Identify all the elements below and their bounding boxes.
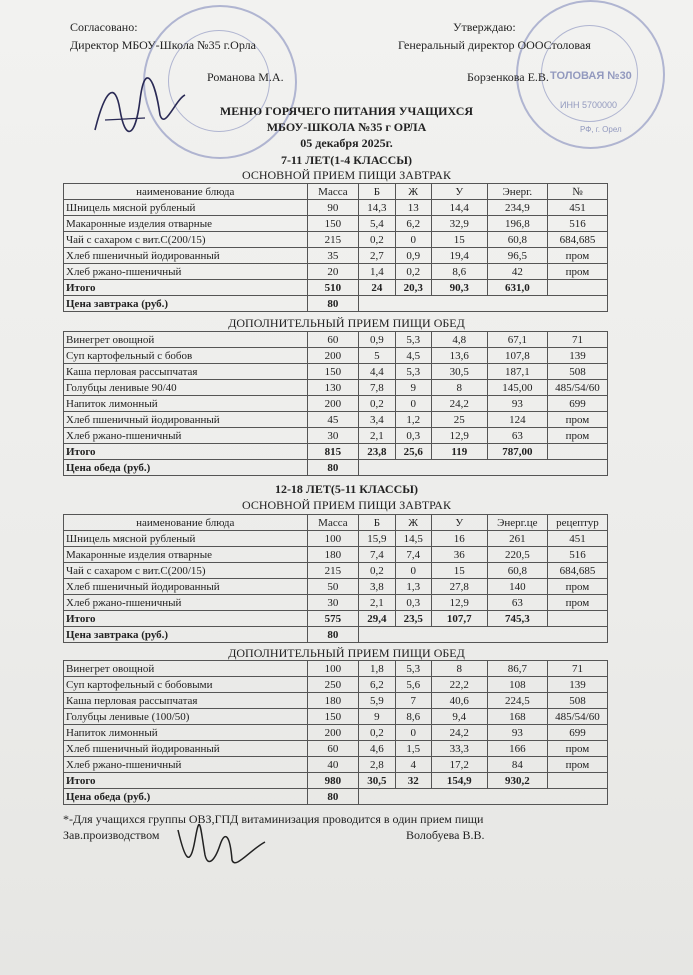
table-cell: 8,6 [431, 264, 487, 280]
table-cell: 684,685 [547, 563, 607, 579]
table-cell: пром [547, 264, 607, 280]
table-cell: 90,3 [431, 280, 487, 296]
column-header: Б [359, 184, 395, 200]
table-cell: 100 [307, 661, 359, 677]
table-row [64, 232, 608, 248]
table-cell: 2,8 [359, 757, 395, 773]
table-cell: Чай с сахаром с вит.С(200/15) [64, 232, 308, 248]
table-cell: 32 [395, 773, 431, 789]
table-cell: пром [547, 412, 607, 428]
table-cell: 5,9 [359, 693, 395, 709]
table-header-row [64, 515, 608, 531]
group1-breakfast-title: ОСНОВНОЙ ПРИЕМ ПИЩИ ЗАВТРАК [242, 168, 451, 182]
table-cell: 100 [307, 531, 359, 547]
table-cell: 22,2 [431, 677, 487, 693]
table-cell: 30,5 [359, 773, 395, 789]
table-cell: 60 [307, 332, 359, 348]
table-cell: 3,8 [359, 579, 395, 595]
approved-name: Борзенкова Е.В. [467, 70, 549, 84]
table-cell: 0 [395, 396, 431, 412]
table-row [64, 332, 608, 348]
table-cell: 5 [359, 348, 395, 364]
table-cell: Винегрет овощной [64, 332, 308, 348]
table-cell [547, 444, 607, 460]
table-cell: 71 [547, 332, 607, 348]
table-cell: Итого [64, 444, 308, 460]
table-cell: 0 [395, 232, 431, 248]
table-header-row [64, 184, 608, 200]
table-cell: 145,00 [487, 380, 547, 396]
table-cell: 0 [395, 725, 431, 741]
table-row [64, 595, 608, 611]
table-cell: 30 [307, 595, 359, 611]
table-cell: 14,3 [359, 200, 395, 216]
price-empty [359, 296, 608, 312]
table-cell: 23,5 [395, 611, 431, 627]
table-cell: 220,5 [487, 547, 547, 563]
table-cell: Голубцы ленивые (100/50) [64, 709, 308, 725]
table-cell: 980 [307, 773, 359, 789]
table-cell: Каша перловая рассыпчатая [64, 693, 308, 709]
table-cell: 139 [547, 677, 607, 693]
table-cell: 0,2 [359, 232, 395, 248]
table-cell: 150 [307, 709, 359, 725]
table-row [64, 709, 608, 725]
table-cell: 0,2 [359, 396, 395, 412]
price-row [64, 460, 608, 476]
table-cell: 180 [307, 693, 359, 709]
approved-label: Утверждаю: [453, 20, 516, 34]
table-cell: 15 [431, 232, 487, 248]
table-cell: 60,8 [487, 563, 547, 579]
table-cell: Суп картофельный с бобов [64, 348, 308, 364]
price-value: 80 [307, 460, 359, 476]
price-empty [359, 460, 608, 476]
table-cell: 4,4 [359, 364, 395, 380]
table-cell: пром [547, 757, 607, 773]
table-row [64, 364, 608, 380]
table-row [64, 547, 608, 563]
column-header: У [431, 515, 487, 531]
table-row [64, 264, 608, 280]
table-cell: 71 [547, 661, 607, 677]
table-cell: 180 [307, 547, 359, 563]
right-stamp-text-2: ИНН 5700000 [560, 100, 618, 110]
price-label: Цена обеда (руб.) [64, 789, 308, 805]
table-cell: 16 [431, 531, 487, 547]
table-cell: 575 [307, 611, 359, 627]
column-header: рецептур [547, 515, 607, 531]
table-cell: пром [547, 595, 607, 611]
table-cell: 150 [307, 364, 359, 380]
group1-age-title: 7-11 ЛЕТ(1-4 КЛАССЫ) [280, 153, 413, 167]
table-cell: 96,5 [487, 248, 547, 264]
table-row [64, 725, 608, 741]
agreed-position: Директор МБОУ-Школа №35 г.Орла [70, 38, 256, 52]
table-cell: 0,2 [359, 725, 395, 741]
column-header: Б [359, 515, 395, 531]
table-cell: 451 [547, 200, 607, 216]
table-row [64, 200, 608, 216]
table-cell: 25,6 [395, 444, 431, 460]
table-cell: Чай с сахаром с вит.С(200/15) [64, 563, 308, 579]
table-cell: 699 [547, 396, 607, 412]
right-stamp-text-1: ТОЛОВАЯ №30 [550, 70, 632, 82]
table-row [64, 693, 608, 709]
table-row [64, 661, 608, 677]
column-header: наименование блюда [64, 515, 308, 531]
table-cell: 150 [307, 216, 359, 232]
table-cell: 130 [307, 380, 359, 396]
table-cell: Хлеб пшеничный йодированный [64, 248, 308, 264]
price-value: 80 [307, 789, 359, 805]
price-empty [359, 627, 608, 643]
table-cell [547, 611, 607, 627]
table-cell: 6,2 [359, 677, 395, 693]
table-cell: Напиток лимонный [64, 725, 308, 741]
table-cell: 107,7 [431, 611, 487, 627]
table-cell: Суп картофельный с бобовыми [64, 677, 308, 693]
table-row [64, 563, 608, 579]
total-row [64, 444, 608, 460]
column-header: Масса [307, 515, 359, 531]
group1-lunch-table [63, 331, 608, 476]
table-cell: 15,9 [359, 531, 395, 547]
table-cell: 50 [307, 579, 359, 595]
table-cell: 124 [487, 412, 547, 428]
table-cell: 7,4 [359, 547, 395, 563]
table-cell: 24,2 [431, 725, 487, 741]
table-cell: 4,5 [395, 348, 431, 364]
table-cell: 42 [487, 264, 547, 280]
table-cell: 119 [431, 444, 487, 460]
producer-name: Волобуева В.В. [406, 828, 485, 842]
table-cell: 32,9 [431, 216, 487, 232]
table-row [64, 216, 608, 232]
table-cell: пром [547, 248, 607, 264]
table-cell: 516 [547, 547, 607, 563]
table-cell: 200 [307, 725, 359, 741]
table-cell: 12,9 [431, 595, 487, 611]
table-row [64, 380, 608, 396]
table-cell: 17,2 [431, 757, 487, 773]
approved-position: Генеральный директор ОООСтоловая [398, 38, 591, 52]
table-cell: пром [547, 428, 607, 444]
table-cell: 5,3 [395, 332, 431, 348]
table-cell: Итого [64, 773, 308, 789]
table-cell: 8 [431, 380, 487, 396]
table-cell: 5,3 [395, 364, 431, 380]
table-cell: 4 [395, 757, 431, 773]
table-cell: 0,9 [395, 248, 431, 264]
table-cell: 93 [487, 725, 547, 741]
table-cell: Шницель мясной рубленый [64, 200, 308, 216]
table-cell [547, 773, 607, 789]
table-cell: 2,7 [359, 248, 395, 264]
table-cell: Шницель мясной рубленый [64, 531, 308, 547]
table-cell: 63 [487, 428, 547, 444]
table-cell: 14,5 [395, 531, 431, 547]
table-cell: 200 [307, 396, 359, 412]
footer-note: *-Для учащихся группы ОВЗ,ГПД витаминизация проводится в один прием пищи [63, 812, 484, 826]
table-cell: 93 [487, 396, 547, 412]
table-row [64, 348, 608, 364]
table-cell: 14,4 [431, 200, 487, 216]
table-cell: 224,5 [487, 693, 547, 709]
table-row [64, 396, 608, 412]
column-header: № [547, 184, 607, 200]
table-cell: 5,4 [359, 216, 395, 232]
table-cell [547, 280, 607, 296]
table-cell: 23,8 [359, 444, 395, 460]
table-cell: Хлеб пшеничный йодированный [64, 412, 308, 428]
table-cell: 451 [547, 531, 607, 547]
table-cell: 107,8 [487, 348, 547, 364]
table-cell: 0,3 [395, 428, 431, 444]
total-row [64, 773, 608, 789]
table-cell: 25 [431, 412, 487, 428]
table-cell: 168 [487, 709, 547, 725]
agreed-name: Романова М.А. [207, 70, 284, 84]
group2-lunch-title: ДОПОЛНИТЕЛЬНЫЙ ПРИЕМ ПИЩИ ОБЕД [228, 646, 465, 660]
table-cell: 1,4 [359, 264, 395, 280]
table-cell: 4,6 [359, 741, 395, 757]
table-cell: 13 [395, 200, 431, 216]
table-cell: 60,8 [487, 232, 547, 248]
table-cell: 699 [547, 725, 607, 741]
table-cell: 234,9 [487, 200, 547, 216]
table-cell: Хлеб ржано-пшеничный [64, 428, 308, 444]
table-cell: 215 [307, 563, 359, 579]
table-cell: 19,4 [431, 248, 487, 264]
table-cell: 40,6 [431, 693, 487, 709]
menu-date: 05 декабря 2025г. [300, 136, 393, 150]
table-cell: 7 [395, 693, 431, 709]
table-cell: 510 [307, 280, 359, 296]
table-cell: 930,2 [487, 773, 547, 789]
price-row [64, 296, 608, 312]
table-cell: 90 [307, 200, 359, 216]
table-cell: 0 [395, 563, 431, 579]
producer-label: Зав.производством [63, 828, 160, 842]
table-cell: 20,3 [395, 280, 431, 296]
table-cell: 261 [487, 531, 547, 547]
column-header: Энерг. [487, 184, 547, 200]
table-cell: Макаронные изделия отварные [64, 216, 308, 232]
table-cell: 30,5 [431, 364, 487, 380]
table-cell: 631,0 [487, 280, 547, 296]
table-cell: 63 [487, 595, 547, 611]
table-cell: 187,1 [487, 364, 547, 380]
table-cell: Макаронные изделия отварные [64, 547, 308, 563]
table-row [64, 428, 608, 444]
column-header: Масса [307, 184, 359, 200]
total-row [64, 611, 608, 627]
table-cell: Итого [64, 280, 308, 296]
group1-breakfast-table [63, 183, 608, 312]
table-cell: 166 [487, 741, 547, 757]
table-cell: Голубцы ленивые 90/40 [64, 380, 308, 396]
group2-breakfast-table [63, 514, 608, 643]
table-cell: 67,1 [487, 332, 547, 348]
right-stamp-text-3: РФ, г. Орел [580, 125, 622, 134]
column-header: Энерг.це [487, 515, 547, 531]
table-row [64, 677, 608, 693]
table-row [64, 531, 608, 547]
table-cell: 200 [307, 348, 359, 364]
table-cell: Хлеб ржано-пшеничный [64, 757, 308, 773]
price-row [64, 789, 608, 805]
table-cell: 4,8 [431, 332, 487, 348]
table-cell: 684,685 [547, 232, 607, 248]
agreed-label: Согласовано: [70, 20, 138, 34]
total-row [64, 280, 608, 296]
group2-lunch-table [63, 660, 608, 805]
price-label: Цена обеда (руб.) [64, 460, 308, 476]
table-cell: 7,8 [359, 380, 395, 396]
table-cell: 6,2 [395, 216, 431, 232]
group1-lunch-title: ДОПОЛНИТЕЛЬНЫЙ ПРИЕМ ПИЩИ ОБЕД [228, 316, 465, 330]
table-cell: пром [547, 579, 607, 595]
price-value: 80 [307, 627, 359, 643]
table-cell: 2,1 [359, 428, 395, 444]
table-cell: 1,5 [395, 741, 431, 757]
table-cell: 485/54/60 [547, 380, 607, 396]
column-header: Ж [395, 184, 431, 200]
table-cell: 485/54/60 [547, 709, 607, 725]
table-cell: 9 [395, 380, 431, 396]
table-cell: Хлеб ржано-пшеничный [64, 264, 308, 280]
column-header: Ж [395, 515, 431, 531]
table-cell: 516 [547, 216, 607, 232]
table-cell: 5,6 [395, 677, 431, 693]
table-cell: 0,3 [395, 595, 431, 611]
column-header: У [431, 184, 487, 200]
table-cell: 1,2 [395, 412, 431, 428]
table-cell: 36 [431, 547, 487, 563]
table-row [64, 412, 608, 428]
table-cell: 745,3 [487, 611, 547, 627]
table-cell: 29,4 [359, 611, 395, 627]
table-cell: 1,8 [359, 661, 395, 677]
table-cell: 35 [307, 248, 359, 264]
table-cell: 0,2 [359, 563, 395, 579]
table-cell: 12,9 [431, 428, 487, 444]
table-cell: 108 [487, 677, 547, 693]
table-cell: Хлеб ржано-пшеничный [64, 595, 308, 611]
table-cell: 9,4 [431, 709, 487, 725]
table-row [64, 579, 608, 595]
table-cell: 15 [431, 563, 487, 579]
table-cell: 9 [359, 709, 395, 725]
table-cell: 508 [547, 364, 607, 380]
table-cell: Винегрет овощной [64, 661, 308, 677]
table-cell: 13,6 [431, 348, 487, 364]
table-cell: 7,4 [395, 547, 431, 563]
table-cell: Хлеб пшеничный йодированный [64, 579, 308, 595]
table-cell: 60 [307, 741, 359, 757]
table-cell: 215 [307, 232, 359, 248]
table-cell: 20 [307, 264, 359, 280]
table-cell: 8,6 [395, 709, 431, 725]
table-cell: 5,3 [395, 661, 431, 677]
table-cell: 30 [307, 428, 359, 444]
group2-age-title: 12-18 ЛЕТ(5-11 КЛАССЫ) [274, 482, 419, 496]
table-cell: 250 [307, 677, 359, 693]
table-cell: 8 [431, 661, 487, 677]
table-cell: 0,2 [395, 264, 431, 280]
table-cell: 1,3 [395, 579, 431, 595]
table-cell: 140 [487, 579, 547, 595]
price-value: 80 [307, 296, 359, 312]
table-cell: 787,00 [487, 444, 547, 460]
table-cell: 33,3 [431, 741, 487, 757]
table-cell: 139 [547, 348, 607, 364]
table-cell: Напиток лимонный [64, 396, 308, 412]
producer-signature-icon [170, 820, 270, 875]
table-cell: 27,8 [431, 579, 487, 595]
table-cell: 508 [547, 693, 607, 709]
table-cell: 0,9 [359, 332, 395, 348]
table-cell: 3,4 [359, 412, 395, 428]
table-cell: 24,2 [431, 396, 487, 412]
column-header: наименование блюда [64, 184, 308, 200]
table-cell: 154,9 [431, 773, 487, 789]
price-label: Цена завтрака (руб.) [64, 296, 308, 312]
school-title: МБОУ-ШКОЛА №35 г ОРЛА [266, 120, 427, 134]
price-row [64, 627, 608, 643]
document-title: МЕНЮ ГОРЯЧЕГО ПИТАНИЯ УЧАЩИХСЯ [219, 104, 474, 118]
price-empty [359, 789, 608, 805]
table-cell: 196,8 [487, 216, 547, 232]
table-row [64, 757, 608, 773]
table-cell: Хлеб пшеничный йодированный [64, 741, 308, 757]
table-cell: 86,7 [487, 661, 547, 677]
table-cell: 24 [359, 280, 395, 296]
group2-breakfast-title: ОСНОВНОЙ ПРИЕМ ПИЩИ ЗАВТРАК [242, 498, 451, 512]
table-cell: 40 [307, 757, 359, 773]
price-label: Цена завтрака (руб.) [64, 627, 308, 643]
table-row [64, 248, 608, 264]
table-cell: пром [547, 741, 607, 757]
table-cell: Каша перловая рассыпчатая [64, 364, 308, 380]
table-row [64, 741, 608, 757]
table-cell: 45 [307, 412, 359, 428]
table-cell: Итого [64, 611, 308, 627]
table-cell: 84 [487, 757, 547, 773]
table-cell: 2,1 [359, 595, 395, 611]
table-cell: 815 [307, 444, 359, 460]
